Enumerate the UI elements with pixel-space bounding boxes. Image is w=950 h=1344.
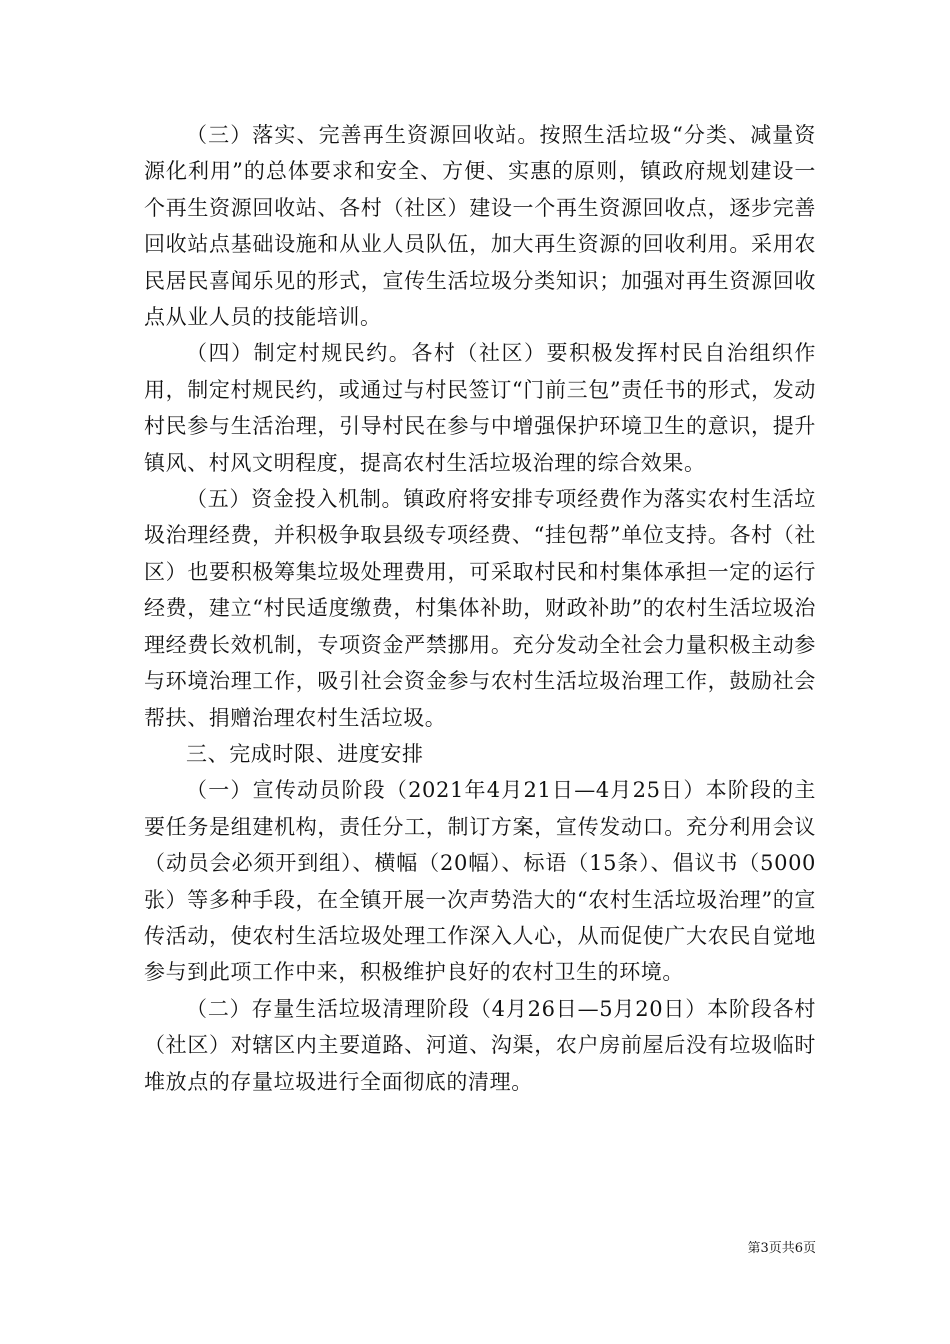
paragraph-recycling-station: （三）落实、完善再生资源回收站。按照生活垃圾“分类、减量资源化利用”的总体要求和安全、方便、实惠的原则，镇政府规划建设一个再生资源回收站、各村（社区）建设一个再生资源回收点，逐步完善回收站点基础设施和从业人员队伍，加大再生资源的回收利用。采用农民居民喜闻乐见的形式，宣传生活垃圾分类知识；加强对再生资源回收点从业人员的技能培训。 [144,123,816,330]
paragraph-village-rules: （四）制定村规民约。各村（社区）要积极发挥村民自治组织作用，制定村规民约，或通过与村民签订“门前三包”责任书的形式，发动村民参与生活治理，引导村民在参与中增强保护环境卫生的意识，提升镇风、村风文明程度，提高农村生活垃圾治理的综合效果。 [144,341,816,475]
document-body [144,117,816,1100]
paragraph-cleanup-stage: （二）存量生活垃圾清理阶段（4月26日—5月20日）本阶段各村（社区）对辖区内主要道路、河道、沟渠，农户房前屋后没有垃圾临时堆放点的存量垃圾进行全面彻底的清理。 [144,996,816,1094]
page-number-footer: 第3页共6页 [747,1241,816,1256]
section-heading-schedule: 三、完成时限、进度安排 [186,741,424,766]
paragraph-funding-mechanism: （五）资金投入机制。镇政府将安排专项经费作为落实农村生活垃圾治理经费，并积极争取县级专项经费、“挂包帮”单位支持。各村（社区）也要积极筹集垃圾处理费用，可采取村民和村集体承担一定的运行经费，建立“村民适度缴费，村集体补助，财政补助”的农村生活垃圾治理经费长效机制，专项资金严禁挪用。充分发动全社会力量积极主动参与环境治理工作，吸引社会资金参与农村生活垃圾治理工作，鼓励社会帮扶、捐赠治理农村生活垃圾。 [144,487,816,730]
paragraph-publicity-stage: （一）宣传动员阶段（2021年4月21日—4月25日）本阶段的主要任务是组建机构，责任分工，制订方案，宣传发动口。充分利用会议（动员会必须开到组）、横幅（20幅）、标语（15条）、倡议书（5000张）等多种手段，在全镇开展一次声势浩大的“农村生活垃圾治理”的宣传活动，使农村生活垃圾处理工作深入人心，从而促使广大农民自觉地参与到此项工作中来，积极维护良好的农村卫生的环境。 [144,778,816,985]
